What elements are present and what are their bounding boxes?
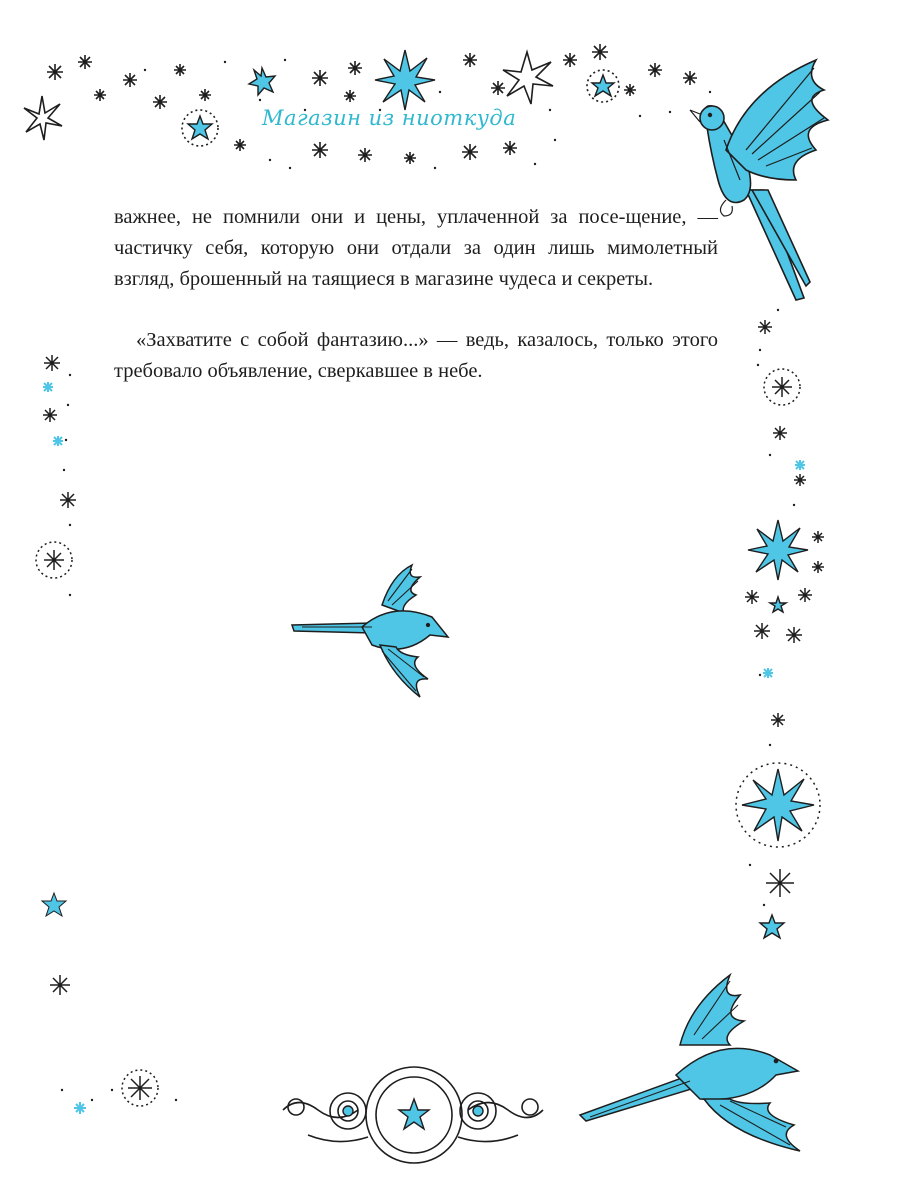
right-margin-stars bbox=[730, 305, 840, 945]
flying-bird-illustration bbox=[292, 565, 452, 700]
paragraph: важнее, не помнили они и цены, уплаченной за посе-щение, — частичку себя, которую они отдали за один лишь мимолетный взгляд, брошенный на таящиеся в магазине чудеса и секреты. bbox=[114, 206, 718, 290]
flying-bird-large-illustration bbox=[580, 975, 810, 1155]
left-margin-stars bbox=[30, 345, 90, 1045]
clockwork-ornament bbox=[278, 1065, 548, 1175]
running-title: Магазин из ниоткуда bbox=[262, 106, 517, 130]
paragraph: «Захватите с собой фантазию...» — ведь, казалось, только этого требовало объявление, сверкавшее в небе. bbox=[114, 329, 718, 382]
bottom-left-stars bbox=[30, 1060, 200, 1120]
main-text bbox=[114, 202, 718, 387]
